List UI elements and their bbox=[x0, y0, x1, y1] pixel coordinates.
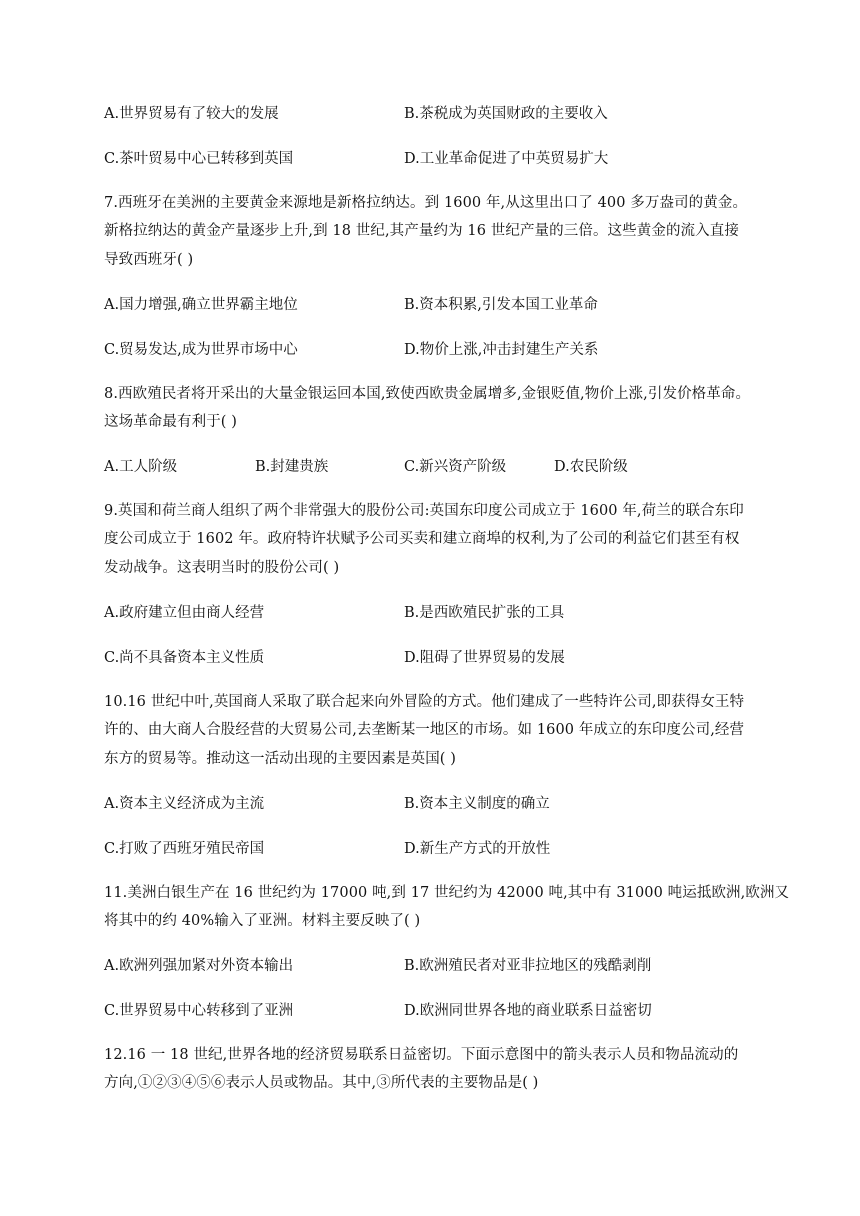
q7-option-a: A.国力增强,确立世界霸主地位 bbox=[104, 297, 298, 313]
q7-option-c: C.贸易发达,成为世界市场中心 bbox=[104, 342, 298, 358]
q6-option-c: C.茶叶贸易中心已转移到英国 bbox=[104, 151, 294, 167]
q6-option-d: D.工业革命促进了中英贸易扩大 bbox=[404, 151, 609, 167]
q8-option-a: A.工人阶级 bbox=[104, 459, 178, 475]
q6-option-a: A.世界贸易有了较大的发展 bbox=[104, 106, 279, 122]
q9-option-b: B.是西欧殖民扩张的工具 bbox=[404, 605, 565, 621]
q10-stem-line-1: 10.16 世纪中叶,英国商人采取了联合起来向外冒险的方式。他们建成了一些特许公司,即获得女王特 bbox=[104, 694, 745, 710]
q11-stem-line-2: 将其中的约 40%输入了亚洲。材料主要反映了( ) bbox=[104, 913, 421, 929]
q10-option-a: A.资本主义经济成为主流 bbox=[104, 796, 265, 812]
q11-option-d: D.欧洲同世界各地的商业联系日益密切 bbox=[404, 1003, 652, 1019]
q7-stem-line-3: 导致西班牙( ) bbox=[104, 252, 194, 268]
q9-stem-line-1: 9.英国和荷兰商人组织了两个非常强大的股份公司:英国东印度公司成立于 1600 年,荷兰的联合东印 bbox=[104, 503, 744, 519]
q8-stem-line-1: 8.西欧殖民者将开采出的大量金银运回本国,致使西欧贵金属增多,金银贬值,物价上涨,引发价格革命。 bbox=[104, 386, 751, 402]
q11-option-b: B.欧洲殖民者对亚非拉地区的残酷剥削 bbox=[404, 958, 652, 974]
q12-stem-line-1: 12.16 一 18 世纪,世界各地的经济贸易联系日益密切。下面示意图中的箭头表示人员和物品流动的 bbox=[104, 1047, 739, 1063]
q11-option-a: A.欧洲列强加紧对外资本输出 bbox=[104, 958, 294, 974]
q9-stem-line-3: 发动战争。这表明当时的股份公司( ) bbox=[104, 560, 340, 576]
q12-stem-line-2: 方向,①②③④⑤⑥表示人员或物品。其中,③所代表的主要物品是( ) bbox=[104, 1075, 539, 1091]
q8-stem-line-2: 这场革命最有利于( ) bbox=[104, 414, 238, 430]
q7-option-d: D.物价上涨,冲击封建生产关系 bbox=[404, 342, 599, 358]
q10-option-c: C.打败了西班牙殖民帝国 bbox=[104, 841, 265, 857]
q10-stem-line-2: 许的、由大商人合股经营的大贸易公司,去垄断某一地区的市场。如 1600 年成立的东印度公司,经营 bbox=[104, 722, 745, 738]
q10-option-b: B.资本主义制度的确立 bbox=[404, 796, 550, 812]
q8-option-c: C.新兴资产阶级 bbox=[404, 459, 507, 475]
q9-option-c: C.尚不具备资本主义性质 bbox=[104, 650, 265, 666]
q10-option-d: D.新生产方式的开放性 bbox=[404, 841, 551, 857]
q8-option-d: D.农民阶级 bbox=[554, 459, 628, 475]
q9-option-a: A.政府建立但由商人经营 bbox=[104, 605, 265, 621]
q9-stem-line-2: 度公司成立于 1602 年。政府特许状赋予公司买卖和建立商埠的权利,为了公司的利益它们甚至有权 bbox=[104, 531, 740, 547]
q7-stem-line-2: 新格拉纳达的黄金产量逐步上升,到 18 世纪,其产量约为 16 世纪产量的三倍。这些黄金的流入直接 bbox=[104, 223, 739, 239]
q7-option-b: B.资本积累,引发本国工业革命 bbox=[404, 297, 598, 313]
q10-stem-line-3: 东方的贸易等。推动这一活动出现的主要因素是英国( ) bbox=[104, 751, 457, 767]
q8-option-b: B.封建贵族 bbox=[255, 459, 329, 475]
q11-option-c: C.世界贸易中心转移到了亚洲 bbox=[104, 1003, 294, 1019]
q9-option-d: D.阻碍了世界贸易的发展 bbox=[404, 650, 565, 666]
q7-stem-line-1: 7.西班牙在美洲的主要黄金来源地是新格拉纳达。到 1600 年,从这里出口了 400 多万盎司的黄金。 bbox=[104, 195, 748, 211]
q6-option-b: B.茶税成为英国财政的主要收入 bbox=[404, 106, 608, 122]
q11-stem-line-1: 11.美洲白银生产在 16 世纪约为 17000 吨,到 17 世纪约为 42000 吨,其中有 31000 吨运抵欧洲,欧洲又 bbox=[104, 885, 790, 901]
